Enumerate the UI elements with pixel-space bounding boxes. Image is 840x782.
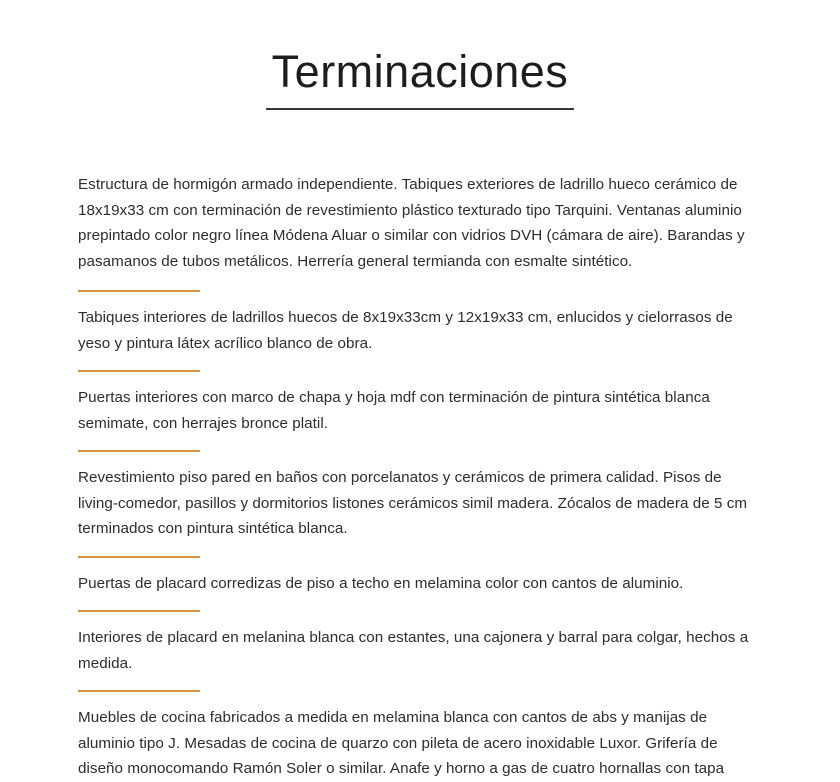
section-paragraph: Muebles de cocina fabricados a medida en melamina blanca con cantos de abs y manijas de aluminio tipo J. Mesadas de cocina de quarzo con pileta de acero inoxidable Luxor. Grifería de diseño monocomando Ramón Soler o similar. Anafe y horno a gas de cuatro hornallas con tapa [78, 709, 725, 778]
section-paragraph: Revestimiento piso pared en baños con porcelanatos y cerámicos de primera calidad. Pisos de living-comedor, pasillos y dormitorios listones cerámicos simil madera. Zócalos de madera de 5 cm terminados con pintura sintética blanca. [78, 469, 748, 538]
section-divider [78, 690, 200, 692]
page-title: Terminaciones [266, 44, 575, 110]
section-paragraph: Tabiques interiores de ladrillos huecos de 8x19x33cm y 12x19x33 cm, enlucidos y cielorrasos de yeso y pintura látex acrílico blanco de obra. [78, 309, 733, 352]
section-paragraph: Interiores de placard en melanina blanca con estantes, una cajonera y barral para colgar, hechos a medida. [78, 629, 749, 672]
section-paragraph: Puertas interiores con marco de chapa y hoja mdf con terminación de pintura sintética blanca semimate, con herrajes bronce platil. [78, 389, 710, 432]
section-divider [78, 556, 200, 558]
section-tabiques-interiores [78, 305, 762, 356]
section-muebles-cocina [78, 705, 762, 782]
section-divider [78, 450, 200, 452]
section-interiores-placard [78, 625, 762, 676]
section-paragraph: Estructura de hormigón armado independiente. Tabiques exteriores de ladrillo hueco cerámico de 18x19x33 cm con terminación de revestimiento plástico texturado tipo Tarquini. Ventanas aluminio prepintado color negro línea Módena Aluar o similar con vidrios DVH (cámara de aire). Barandas y pasamanos de tubos metálicos. Herrería general termianda con esmalte sintético. [78, 176, 745, 270]
section-revestimientos-pisos [78, 465, 762, 542]
section-puertas-interiores [78, 385, 762, 436]
section-divider [78, 290, 200, 292]
section-paragraph: Puertas de placard corredizas de piso a techo en melamina color con cantos de aluminio. [78, 574, 684, 592]
section-puertas-placard [78, 571, 762, 597]
section-divider [78, 610, 200, 612]
title-container [78, 0, 762, 140]
section-divider [78, 370, 200, 372]
sections-container [78, 172, 762, 782]
section-estructura [78, 172, 762, 274]
